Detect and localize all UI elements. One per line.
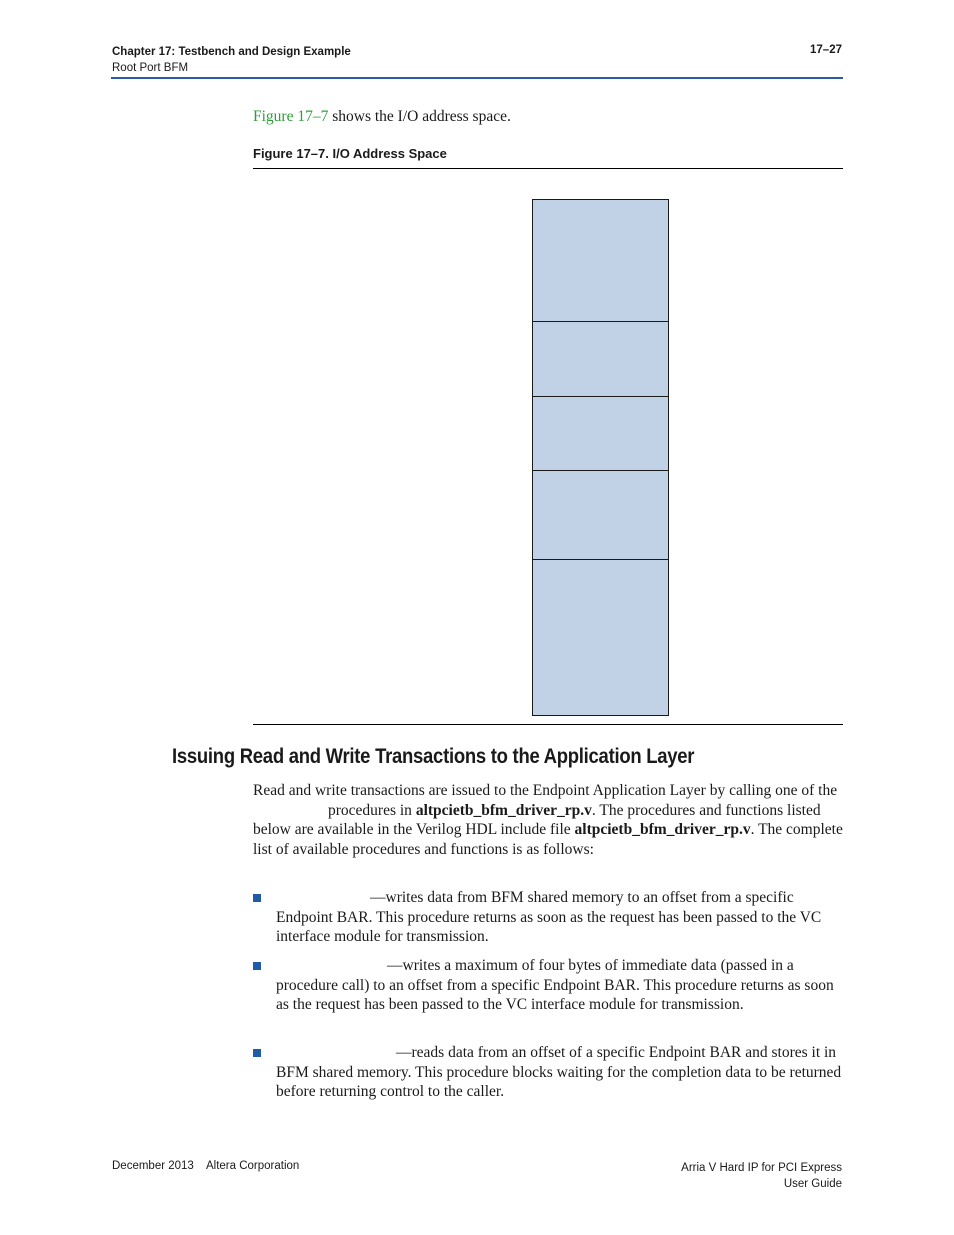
footer-date-company: December 2013 Altera Corporation <box>112 1160 300 1172</box>
address-block-2 <box>532 321 669 397</box>
page-header <box>112 44 351 76</box>
bullet-text: —reads data from an offset of a specific Endpoint BAR and stores it in BFM shared memory. This procedure blocks waiting for the completion data to be returned before returning control to the caller. <box>276 1044 842 1100</box>
body-paragraph <box>253 781 843 859</box>
address-block-1 <box>532 199 669 322</box>
figure-caption: Figure 17–7. I/O Address Space <box>253 146 447 161</box>
figure-link[interactable]: Figure 17–7 <box>253 108 329 125</box>
address-block-3 <box>532 396 669 471</box>
bullet-square-icon <box>253 962 261 970</box>
section-name: Root Port BFM <box>112 62 189 74</box>
footer-doc-type: User Guide <box>783 1178 842 1190</box>
bullet-square-icon <box>253 1049 261 1057</box>
header-divider <box>111 77 843 79</box>
figure-bottom-rule <box>253 724 843 725</box>
bullet-text: —writes a maximum of four bytes of immediate data (passed in a procedure call) to an offset from a specific Endpoint BAR. This procedure returns as soon as the request has been passed to the VC interface module for transmission. <box>276 957 834 1013</box>
figure-top-rule <box>253 168 843 169</box>
intro-sentence <box>253 108 511 126</box>
body-text-3: . The procedures and functions listed below are available in the Verilog HDL include file <box>253 801 821 838</box>
address-block-5 <box>532 559 669 716</box>
page-footer <box>681 1160 842 1192</box>
section-heading: Issuing Read and Write Transactions to the Application Layer <box>172 745 695 768</box>
file-name-2: altpcietb_bfm_driver_rp.v <box>574 821 751 838</box>
body-text-2: procedures in <box>328 801 416 819</box>
page-number: 17–27 <box>810 44 842 56</box>
file-name-1: altpcietb_bfm_driver_rp.v <box>415 801 592 819</box>
body-text-4: . The complete list of available procedures and functions is as follows: <box>253 821 843 858</box>
bullet-square-icon <box>253 894 261 902</box>
footer-product: Arria V Hard IP for PCI Express <box>681 1162 842 1174</box>
intro-text: shows the I/O address space. <box>328 108 511 125</box>
address-block-4 <box>532 470 669 560</box>
chapter-title: Chapter 17: Testbench and Design Example <box>112 46 351 58</box>
bullet-text: —writes data from BFM shared memory to an offset from a specific Endpoint BAR. This procedure returns as soon as the request has been passed to the VC interface module for transmission. <box>276 889 822 945</box>
io-address-space-diagram <box>532 199 669 716</box>
body-text-1: Read and write transactions are issued to the Endpoint Application Layer by calling one of the <box>253 782 838 799</box>
